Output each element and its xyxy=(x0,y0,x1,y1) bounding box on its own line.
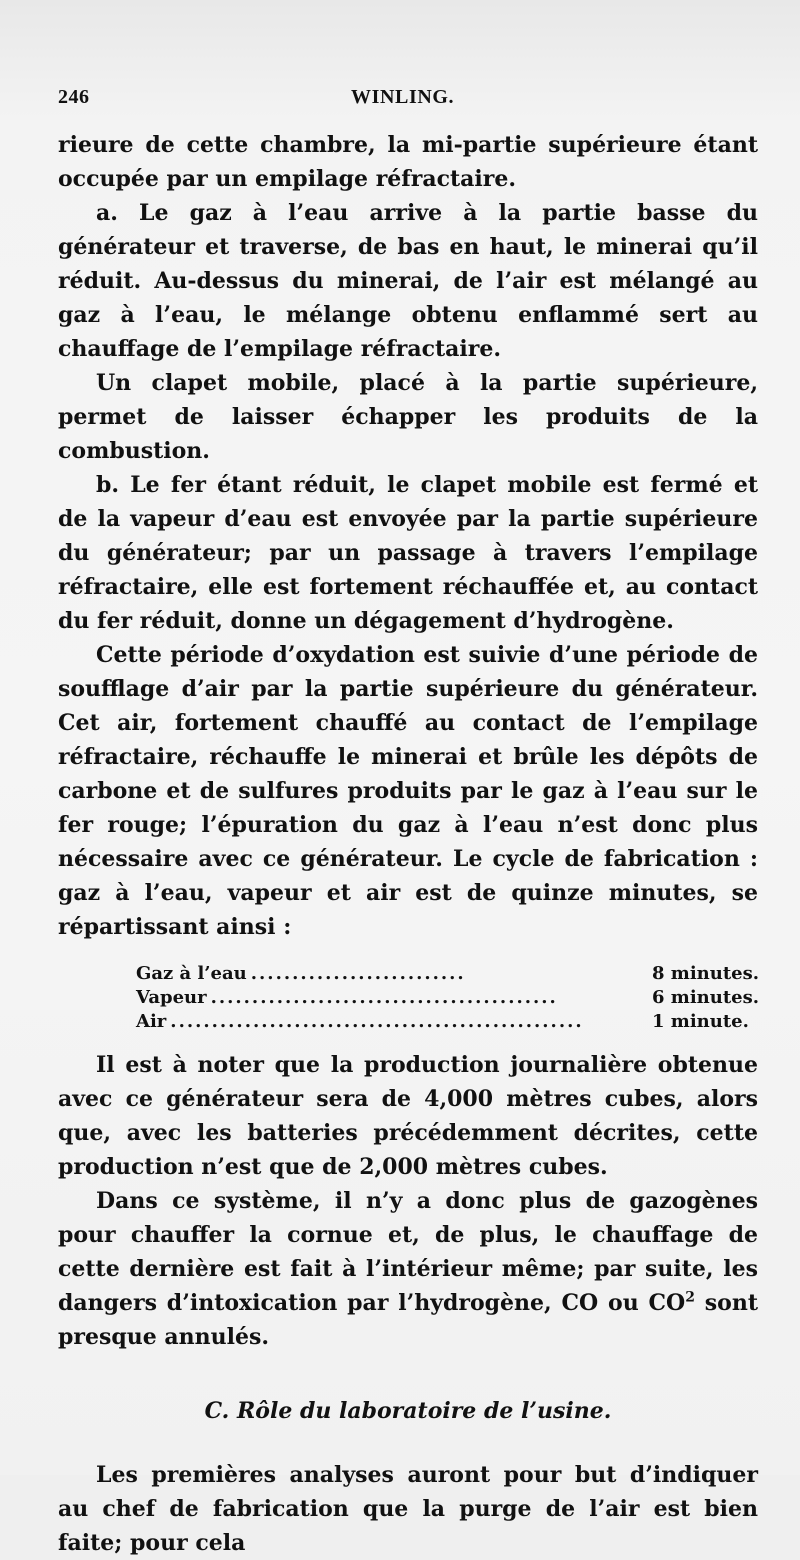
paragraph-7-text-before: Dans ce système, il n’y a donc plus de gazogènes pour chauffer la cornue et, de plus, le chauffage de cette dernière est fait à l’intérieur même; par suite, les dangers d’intoxication par l’hydrogène, CO ou CO xyxy=(58,1188,758,1316)
table-label: Vapeur xyxy=(136,987,207,1008)
dot-leader: .......................... xyxy=(250,963,466,984)
paragraph-2: a. Le gaz à l’eau arrive à la partie basse du générateur et traverse, de bas en haut, le minerai qu’il réduit. Au-dessus du minerai, de l’air est mélangé au gaz à l’eau, le mélange obtenu enflammé sert au chauffage de l’empilage réfractaire. xyxy=(58,200,758,362)
section-heading xyxy=(58,1394,758,1428)
table-value: 6 minutes. xyxy=(652,987,760,1008)
dot-leader: .......................................... xyxy=(210,987,558,1008)
running-title: WINLING. xyxy=(351,86,455,108)
table-label: Gaz à l’eau xyxy=(136,963,247,984)
table-row-air xyxy=(136,1010,756,1034)
table-value: 8 minutes. xyxy=(652,963,760,984)
paragraph-6: Il est à noter que la production journalière obtenue avec ce générateur sera de 4,000 mètres cubes, alors que, avec les batteries précédemment décrites, cette production n’est que de 2,000 mètres cubes. xyxy=(58,1052,758,1180)
paragraph-7-text-after: sont presque annulés. xyxy=(58,1290,758,1350)
dot-leader: .................................................. xyxy=(170,1011,584,1032)
table-row-gas xyxy=(136,962,760,986)
paragraph-8: Les premières analyses auront pour but d’indiquer au chef de fabrication que la purge de l’air est bien faite; pour cela xyxy=(58,1462,758,1556)
co2-superscript: 2 xyxy=(685,1289,695,1306)
table-value: 1 minute. xyxy=(652,1011,749,1032)
paragraph-3: Un clapet mobile, placé à la partie supérieure, permet de laisser échapper les produits de la combustion. xyxy=(58,370,758,464)
section-heading-text: C. Rôle du laboratoire de l’usine. xyxy=(204,1398,612,1424)
page-number: 246 xyxy=(58,86,90,108)
table-label: Air xyxy=(136,1011,167,1032)
page-header xyxy=(58,86,752,116)
paragraph-5: Cette période d’oxydation est suivie d’une période de soufflage d’air par la partie supérieure du générateur. Cet air, fortement chauffé au contact de l’empilage réfractaire, réchauffe le minerai et brûle les dépôts de carbone et de sulfures produits par le gaz à l’eau sur le fer rouge; l’épuration du gaz à l’eau n’est donc plus nécessaire avec ce générateur. Le cycle de fabrication : gaz à l’eau, vapeur et air est de quinze minutes, se répartissant ainsi : xyxy=(58,642,758,940)
paragraph-7 xyxy=(58,1184,758,1354)
body-text xyxy=(58,128,758,1560)
table-row-steam xyxy=(136,986,760,1010)
cycle-time-table xyxy=(136,962,760,1034)
paragraph-4: b. Le fer étant réduit, le clapet mobile est fermé et de la vapeur d’eau est envoyée par la partie supérieure du générateur; par un passage à travers l’empilage réfractaire, elle est fortement réchauffée et, au contact du fer réduit, donne un dégagement d’hydrogène. xyxy=(58,472,758,634)
paragraph-1: rieure de cette chambre, la mi-partie supérieure étant occupée par un empilage réfractaire. xyxy=(58,132,758,192)
